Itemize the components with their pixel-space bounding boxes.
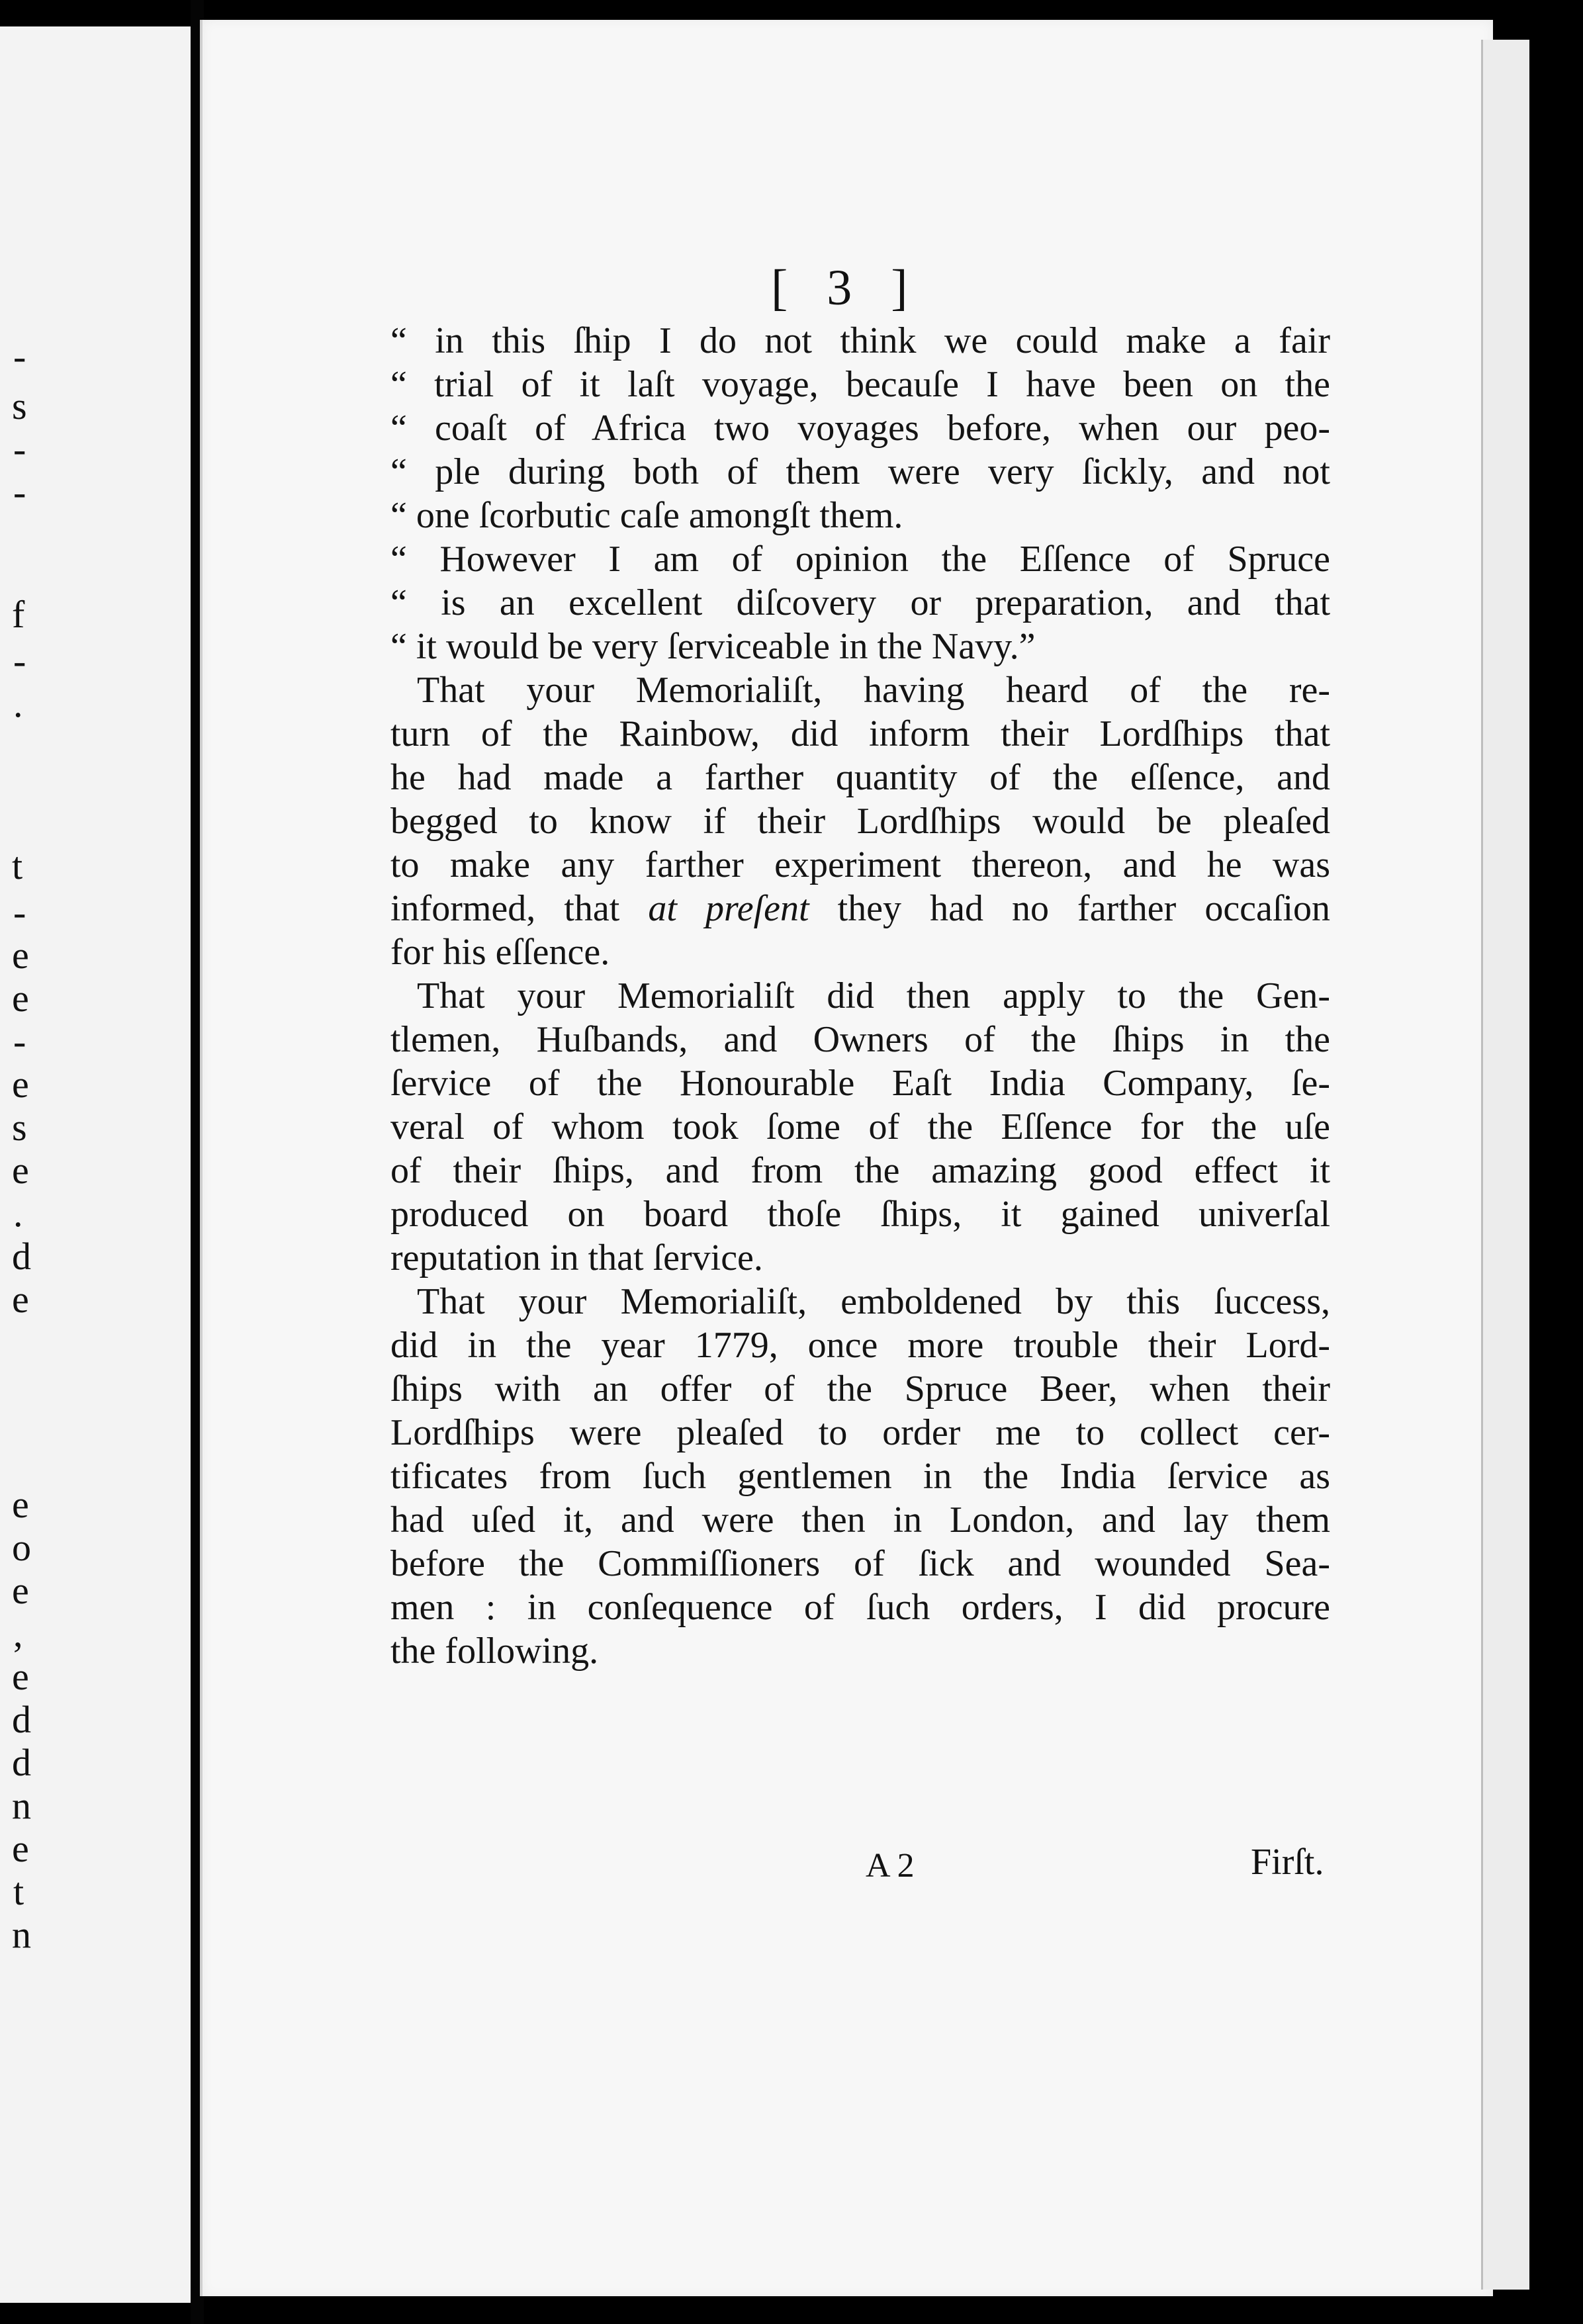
catchword: Firſt. <box>1251 1842 1324 1883</box>
left-fragment: d <box>12 1741 31 1784</box>
paragraph-first-line: That your Memorialiſt, emboldened by this ſuccess, <box>417 1281 1330 1322</box>
text-line: “ ple during both of them were very ſickly, and not <box>390 451 1330 492</box>
left-page-fragment <box>0 26 191 2303</box>
text-line: of their ſhips, and from the amazing good effect it <box>390 1150 1330 1191</box>
paragraph-first-line: That your Memorialiſt, having heard of the re- <box>417 670 1330 711</box>
text-line: he had made a farther quantity of the eſſence, and <box>390 757 1330 798</box>
signature-mark: A 2 <box>866 1847 915 1885</box>
left-fragment: e <box>12 1569 29 1612</box>
text-line: “ one ſcorbutic caſe amongſt them. <box>390 495 903 536</box>
text-line: tlemen, Huſbands, and Owners of the ſhips in the <box>390 1019 1330 1060</box>
text-line: men : in conſequence of ſuch orders, I did procure <box>390 1587 1330 1628</box>
left-fragment: o <box>12 1526 31 1569</box>
left-fragment: e <box>12 1655 29 1698</box>
text-line: to make any farther experiment thereon, and he was <box>390 844 1330 885</box>
left-fragment: d <box>12 1698 31 1741</box>
text-line: the following. <box>390 1631 599 1672</box>
text-line: “ in this ſhip I do not think we could make a fair <box>390 320 1330 361</box>
text-line: did in the year 1779, once more trouble their Lord- <box>390 1325 1330 1366</box>
left-fragment: f <box>12 593 25 636</box>
text-line: “ coaſt of Africa two voyages before, when our peo- <box>390 408 1330 449</box>
text-line: had uſed it, and were then in London, and lay them <box>390 1499 1330 1541</box>
page-edge-shadow <box>1481 40 1529 2290</box>
text-line: tificates from ſuch gentlemen in the India ſervice as <box>390 1456 1330 1497</box>
left-fragment: e <box>12 977 29 1020</box>
text-line: for his eſſence. <box>390 932 610 973</box>
left-fragment: . <box>13 1192 23 1235</box>
left-fragment: - <box>13 891 26 934</box>
left-fragment: t <box>13 1870 24 1913</box>
left-fragment: n <box>12 1913 31 1956</box>
left-fragment: , <box>13 1612 23 1655</box>
left-fragment: e <box>12 1149 29 1192</box>
text-line-with-italic <box>390 887 1330 930</box>
left-fragment: - <box>13 335 26 378</box>
left-fragment: e <box>12 1483 29 1526</box>
text-segment: they had no farther occaſion <box>837 888 1331 929</box>
left-fragment: e <box>12 1278 29 1321</box>
text-line: turn of the Rainbow, did inform their Lordſhips that <box>390 713 1330 754</box>
left-fragment: n <box>12 1784 31 1827</box>
text-line: “ it would be very ſerviceable in the Navy.” <box>390 626 1036 667</box>
left-fragment: - <box>13 470 26 514</box>
left-page-text-fragments <box>0 26 191 2303</box>
text-line: begged to know if their Lordſhips would be pleaſed <box>390 801 1330 842</box>
page-number: [ 3 ] <box>771 260 921 316</box>
text-line: produced on board thoſe ſhips, it gained univerſal <box>390 1194 1330 1235</box>
text-line: before the Commiſſioners of ſick and wounded Sea- <box>390 1543 1330 1584</box>
left-fragment: e <box>12 1827 29 1870</box>
text-line: “ However I am of opinion the Eſſence of Spruce <box>390 539 1330 580</box>
left-fragment: . <box>13 682 23 725</box>
left-fragment: e <box>12 1063 29 1106</box>
text-line: “ is an excellent diſcovery or preparation, and that <box>390 582 1330 623</box>
text-line: reputation in that ſervice. <box>390 1237 763 1278</box>
left-fragment: s <box>12 384 27 427</box>
paragraph-first-line: That your Memorialiſt did then apply to the Gen- <box>417 975 1330 1016</box>
text-line: ſervice of the Honourable Eaſt India Company, ſe- <box>390 1063 1330 1104</box>
body-text <box>390 319 1330 1673</box>
left-fragment: s <box>12 1106 27 1149</box>
left-fragment: - <box>13 1020 26 1063</box>
text-segment: informed, that <box>390 888 620 929</box>
text-line: “ trial of it laſt voyage, becauſe I have been on the <box>390 364 1330 405</box>
left-fragment: - <box>13 639 26 682</box>
left-fragment: d <box>12 1235 31 1278</box>
left-fragment: - <box>13 427 26 470</box>
left-fragment: t <box>12 844 23 887</box>
text-line: Lordſhips were pleaſed to order me to collect cer- <box>390 1412 1330 1453</box>
text-line: ſhips with an offer of the Spruce Beer, when their <box>390 1368 1330 1409</box>
text-line: veral of whom took ſome of the Eſſence for the uſe <box>390 1106 1330 1147</box>
left-fragment: e <box>12 934 29 977</box>
italic-phrase: at preſent <box>648 888 809 929</box>
